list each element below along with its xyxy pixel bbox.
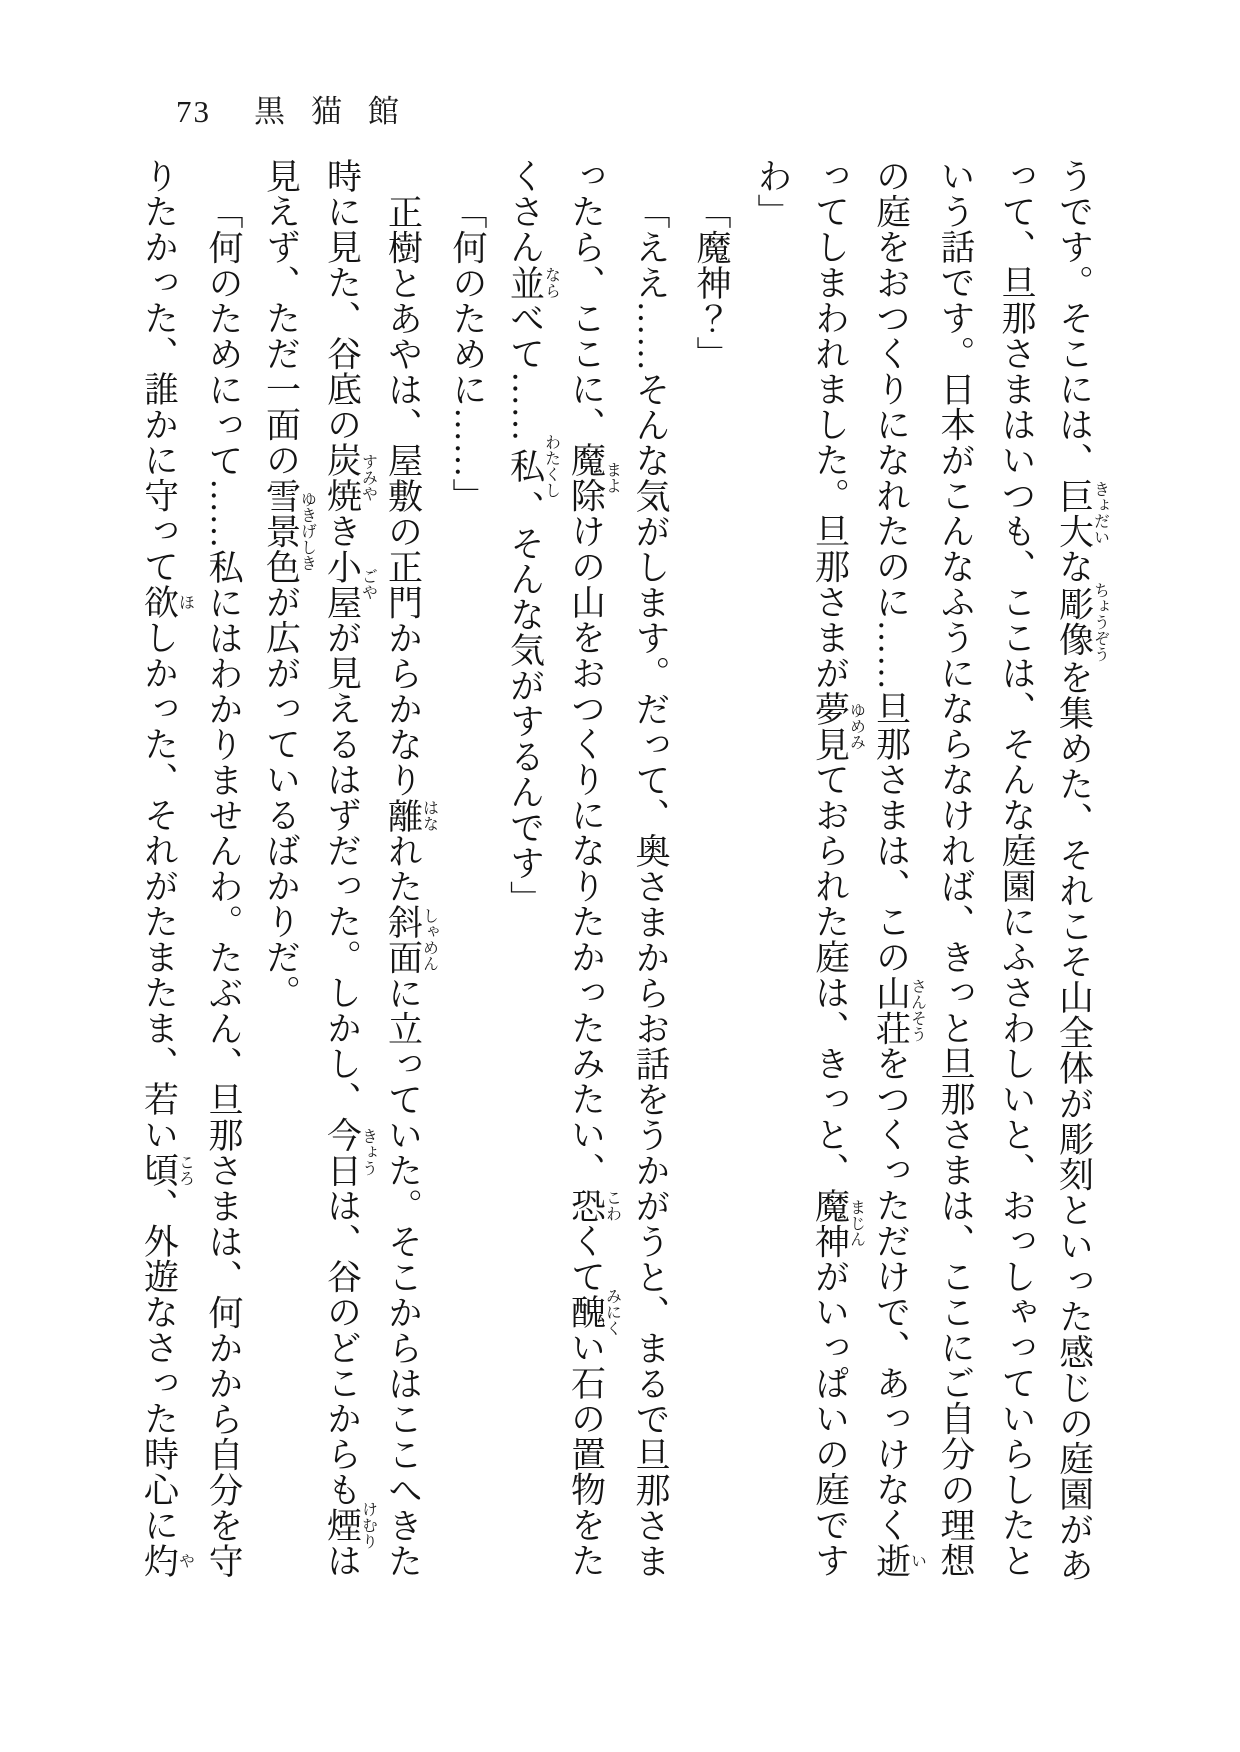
ruby-annotated-word: 巨大きょだい [1054, 477, 1109, 549]
ruby-annotated-word: 炭焼すみや [322, 442, 377, 513]
text-column-14: 見えず、ただ一面の雪景色ゆきげしきが広がっているばかりだ。 [261, 158, 316, 1010]
ruby-annotated-word: 山荘さんそう [871, 974, 926, 1046]
text-column-11: 「何のために……」 [448, 194, 487, 514]
text-column-12: 正樹とあやは、屋敷の正門からかなり離はなれた斜面しゃめんに立っていた。そこからはここへきた [383, 194, 438, 1579]
ruby-annotated-word: 彫像ちょうぞう [1054, 581, 1109, 662]
text-column-1: うです。そこには、巨大きょだいな彫像ちょうぞうを集めた、それこそ山全体が彫刻といった感じの庭園があ [1054, 158, 1109, 1583]
text-column-4: の庭をおつくりになれたのに……旦那さまは、この山荘さんそうをつくっただけで、あっけなく逝い [871, 158, 926, 1578]
ruby-annotated-word: 離はな [383, 797, 438, 833]
text-column-9: ったら、ここに、魔除まよけの山をおつくりになりたかったみたい、恐こわくて醜みにくい石の置物をた [566, 158, 621, 1578]
text-column-5: ってしまわれました。旦那さまが夢見ゆめみておられた庭は、きっと、魔神まじんがいっぱいの庭です [810, 158, 865, 1578]
ruby-annotated-word: 夢見ゆめみ [810, 690, 865, 762]
ruby-annotated-word: 斜面しゃめん [383, 904, 438, 975]
text-column-3: いう話です。日本がこんなふうにならなければ、きっと旦那さまは、ここにご自分の理想 [936, 158, 975, 1578]
text-column-10: くさん並ならべて……私わたくし、そんな気がするんです」 [505, 158, 560, 916]
ruby-annotated-word: 今日きょう [322, 1116, 377, 1188]
ruby-annotated-word: 並なら [505, 264, 560, 300]
running-title: 黒猫館 [254, 94, 425, 129]
ruby-annotated-word: 私わたくし [505, 434, 560, 498]
page-number: 73 [176, 94, 211, 129]
ruby-annotated-word: 頃ころ [139, 1152, 194, 1188]
ruby-annotated-word: 欲ほ [139, 584, 194, 620]
text-column-15: 「何のためにって……私にはわかりませんわ。たぶん、旦那さまは、何かから自分を守 [204, 194, 243, 1579]
text-column-6: わ」 [753, 158, 792, 229]
ruby-annotated-word: 恐こわ [566, 1187, 621, 1223]
ruby-annotated-word: 灼や [139, 1542, 194, 1578]
ruby-annotated-word: 醜みにく [566, 1287, 621, 1336]
ruby-annotated-word: 煙けむり [322, 1500, 377, 1549]
ruby-annotated-word: 魔除まよ [566, 442, 621, 513]
text-column-16: りたかった、誰かに守って欲ほしかった、それがたまたま、若い頃ころ、外遊なさった時心に灼や [139, 158, 194, 1578]
text-column-13: 時に見た、谷底の炭焼すみやき小屋ごやが見えるはずだった。しかし、今日きょうは、谷のどこからも煙けむりは [322, 158, 377, 1578]
page-header [176, 92, 425, 132]
vertical-text-block [132, 158, 1108, 1588]
text-column-7: 「魔神？」 [692, 194, 731, 372]
ruby-annotated-word: 逝い [871, 1542, 926, 1578]
text-column-8: 「ええ……そんな気がします。だって、奥さまからお話をうかがうと、まるで旦那さま [631, 194, 670, 1579]
ruby-annotated-word: 雪景色ゆきげしき [261, 477, 316, 584]
ruby-annotated-word: 小屋ごや [322, 548, 377, 620]
ruby-annotated-word: 魔神まじん [810, 1187, 865, 1259]
text-column-2: って、旦那さまはいつも、ここは、そんな庭園にふさわしいと、おっしゃっていらしたと [997, 158, 1036, 1578]
